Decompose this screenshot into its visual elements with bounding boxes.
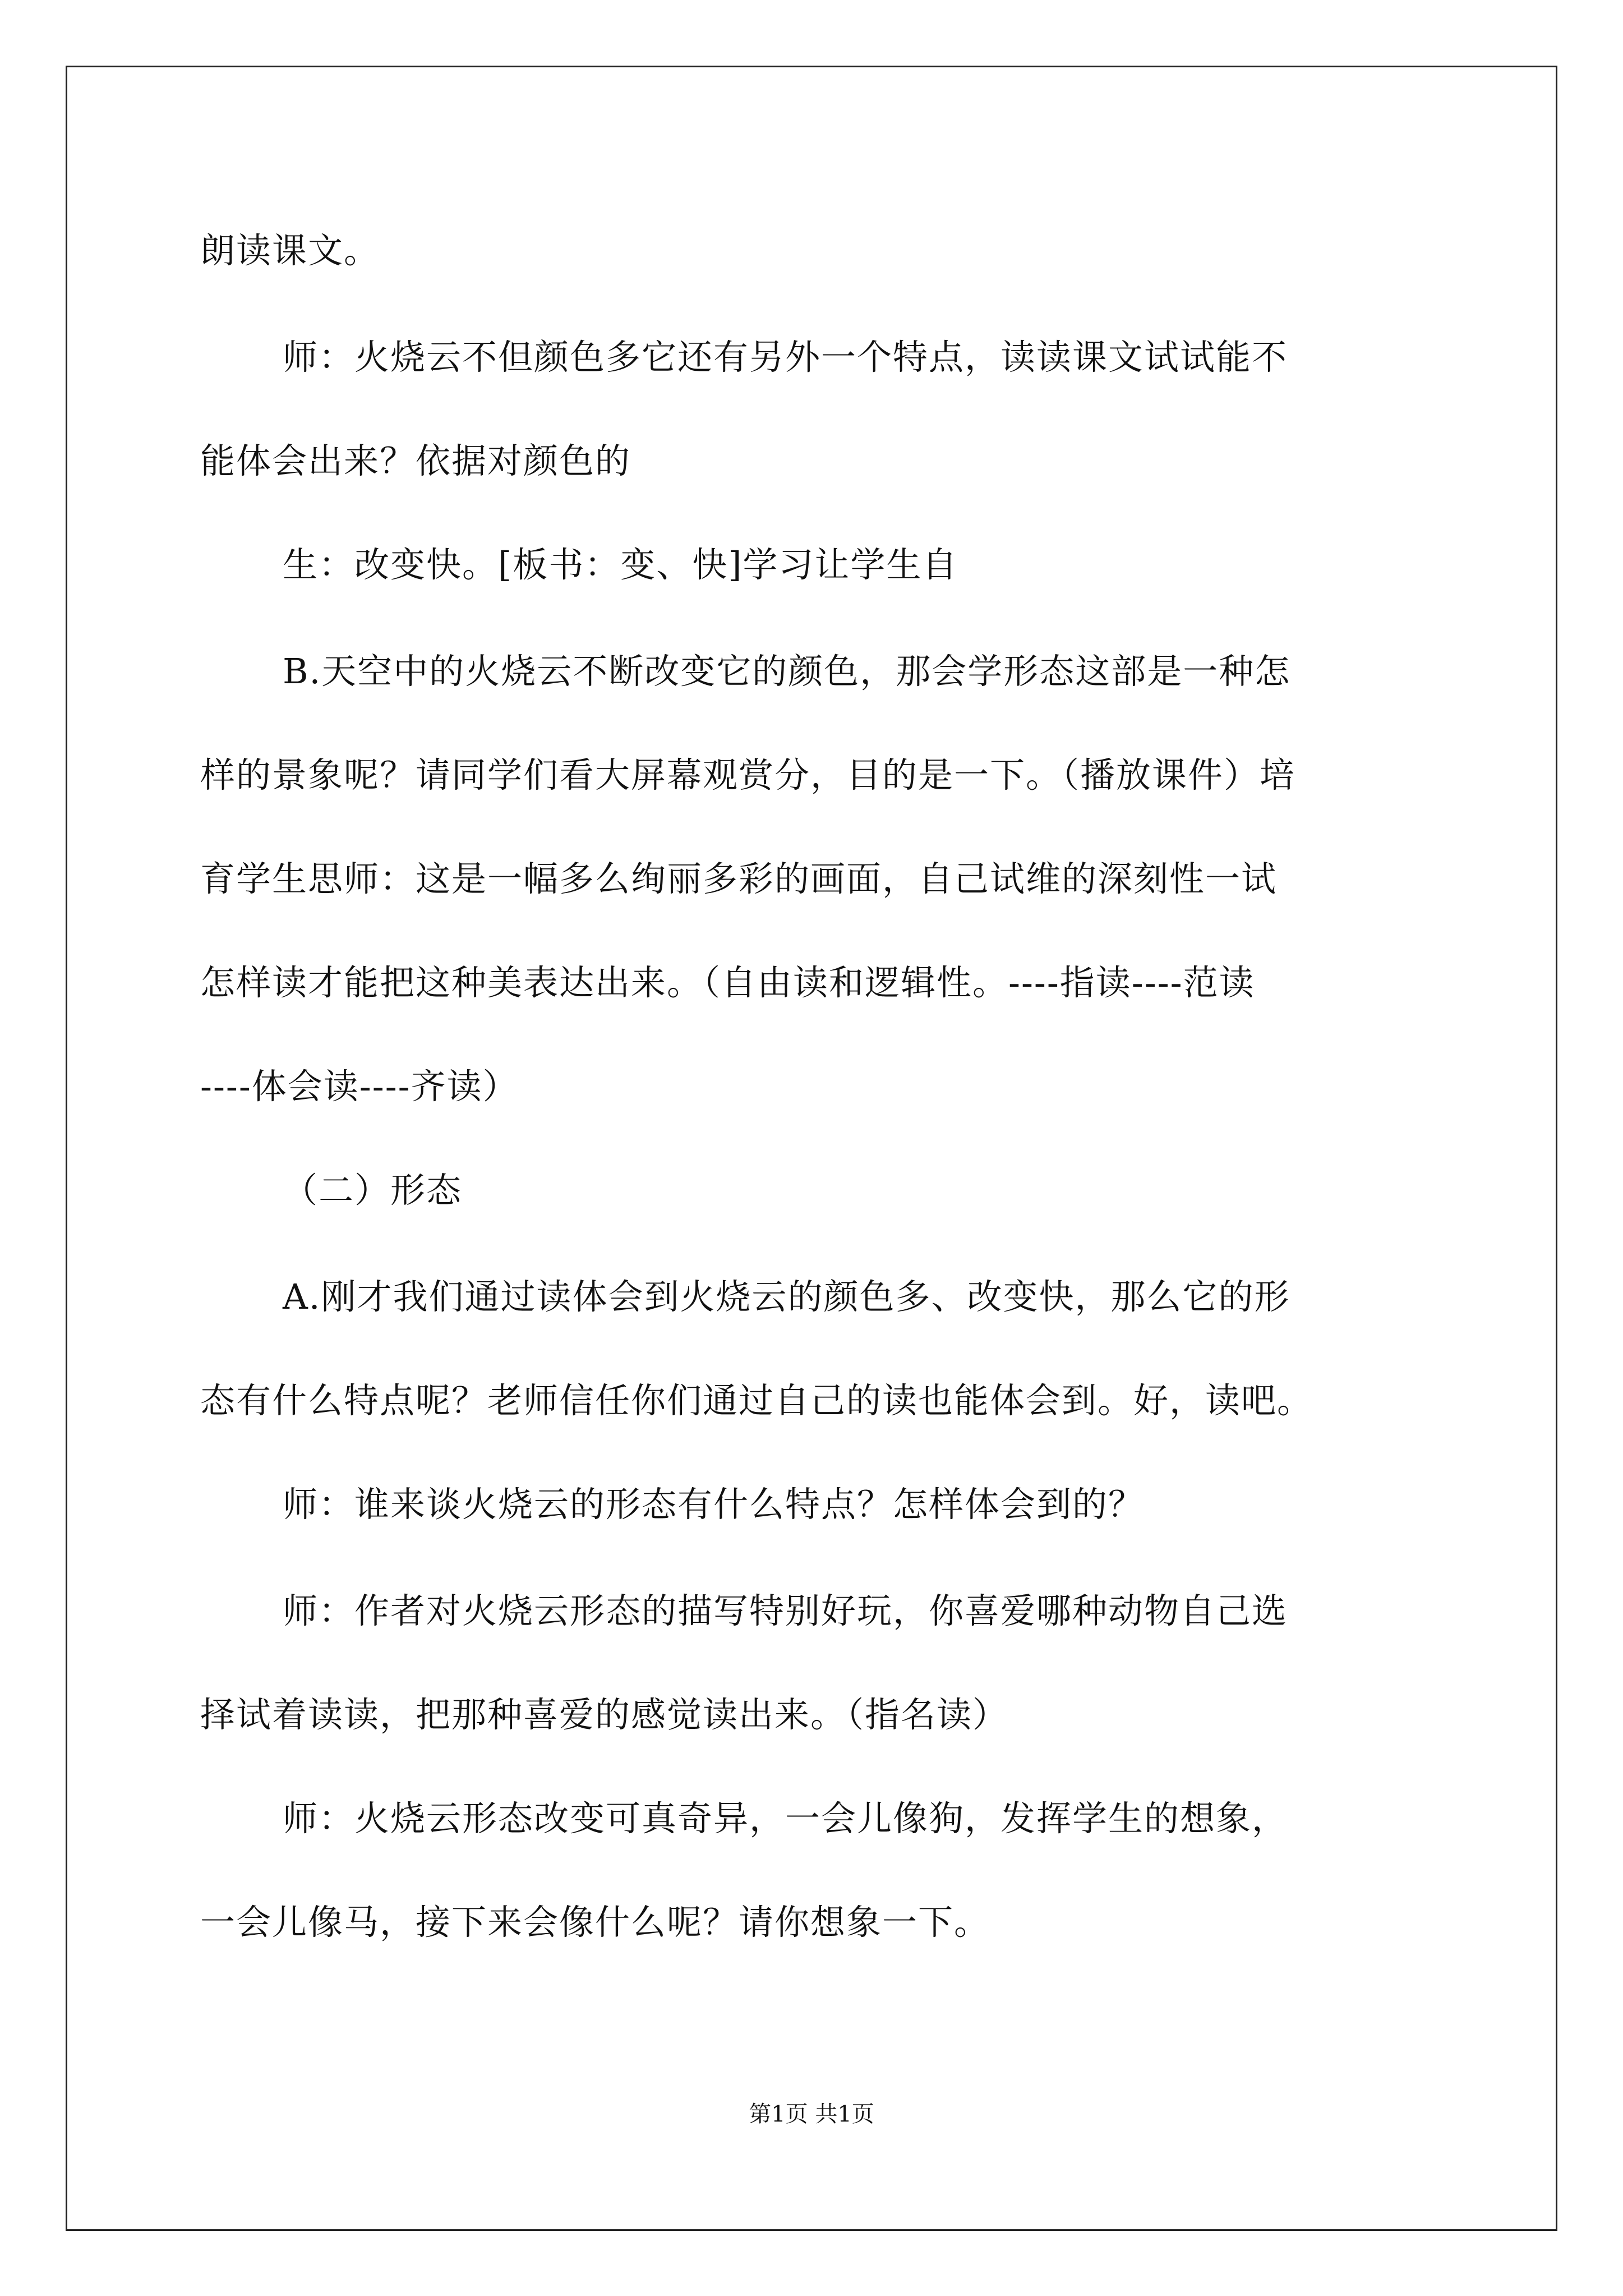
paragraph-line: 一会儿像马，接下来会像什么呢？请你想象一下。 [200,1902,990,1943]
paragraph-line: ----体会读----齐读） [200,1066,519,1107]
paragraph-line: 师：火烧云不但颜色多它还有另外一个特点，读读课文试试能不 [283,337,1288,378]
page-number-footer: 第1页 共1页 [749,2101,874,2127]
paragraph-line: 师：作者对火烧云形态的描写特别好玩，你喜爱哪种动物自己选 [283,1590,1288,1631]
paragraph-line: 择试着读读，把那种喜爱的感觉读出来。（指名读） [200,1694,1009,1735]
paragraph-line: A.刚才我们通过读体会到火烧云的颜色多、改变快，那么它的形 [283,1276,1290,1317]
paragraph-line: 朗读课文。 [200,230,380,271]
section-heading: （二）形态 [283,1170,463,1211]
paragraph-line: 能体会出来？依据对颜色的 [200,440,631,481]
document-page [66,66,1557,2231]
paragraph-line: 样的景象呢？请同学们看大屏幕观赏分，目的是一下。（播放课件）培 [200,754,1296,795]
paragraph-line: 师：火烧云形态改变可真奇异，一会儿像狗，发挥学生的想象， [283,1798,1288,1839]
paragraph-line: B.天空中的火烧云不断改变它的颜色，那会学形态这部是一种怎 [283,651,1291,692]
paragraph-line: 生：改变快。[板书：变、快]学习让学生自 [283,544,958,585]
paragraph-line: 育学生思师：这是一幅多么绚丽多彩的画面，自己试维的深刻性一试 [200,858,1278,899]
paragraph-line: 怎样读才能把这种美表达出来。（自由读和逻辑性。----指读----范读 [200,962,1255,1003]
paragraph-line: 师：谁来谈火烧云的形态有什么特点？怎样体会到的？ [283,1484,1145,1525]
paragraph-line: 态有什么特点呢？老师信任你们通过自己的读也能体会到。好，读吧。 [200,1380,1313,1421]
